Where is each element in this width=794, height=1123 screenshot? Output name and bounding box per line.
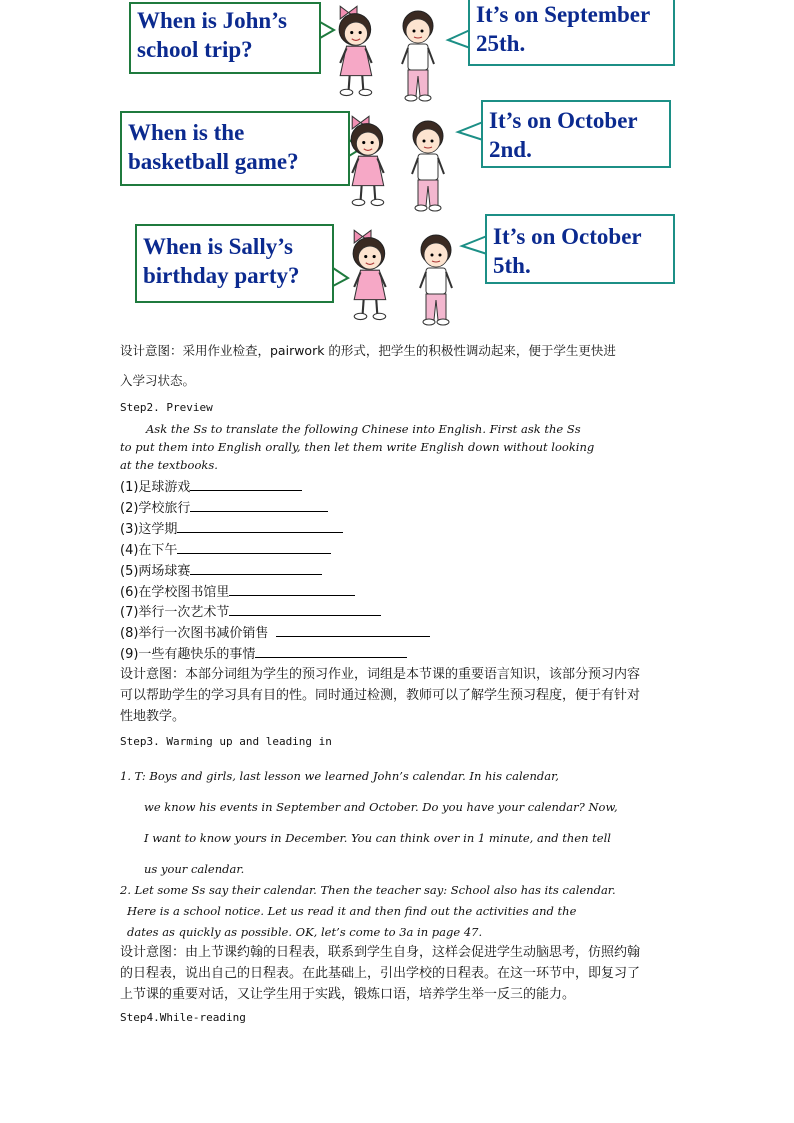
answer-blank[interactable] [229,603,381,616]
answer-blank[interactable] [190,478,302,491]
vocab-item [120,539,331,558]
girl-figure-2 [351,116,384,205]
vocab-item [120,581,355,600]
vocab-label: (6)在学校图书馆里 [120,585,230,600]
vocab-label: (4)在下午 [120,543,178,558]
vocab-label: (8)举行一次图书减价销售 [120,626,269,641]
vocab-label: (3)这学期 [120,522,178,537]
vocab-label: (9)一些有趣快乐的事情 [120,647,256,662]
step3-heading: Step3. Warming up and leading in [120,735,332,748]
answer-2-line-1: It’s on October [489,108,638,133]
boy-figure-2 [412,121,444,211]
step3-paragraph-1 [120,761,680,885]
vocab-item [120,560,322,579]
step3-paragraph-2 [120,880,680,943]
step3-p1-line-3: I want to know yours in December. You can think over in 1 minute, and then tell [144,831,611,845]
step2-instr-line-2: to put them into English orally, then let them write English down without looking [120,440,595,454]
question-bubble-2 [120,111,350,186]
step2-instructions [120,420,680,474]
question-1-line-2: school trip? [137,37,253,62]
answer-blank[interactable] [229,583,355,596]
vocab-item [120,518,343,537]
step3-p1-line-1: 1. T: Boys and girls, last lesson we learned John’s calendar. In his calendar, [120,769,559,783]
girl-figure-1 [339,6,372,95]
vocab-label: (1)足球游戏 [120,480,191,495]
answer-blank[interactable] [177,520,343,533]
step2-heading: Step2. Preview [120,401,213,414]
design-intent-2 [120,664,680,727]
vocab-label: (5)两场球赛 [120,564,191,579]
answer-2-line-2: 2nd. [489,137,532,162]
vocab-label: (7)举行一次艺术节 [120,605,230,620]
intent-3-line-2: 的日程表，说出自己的日程表。在此基础上，引出学校的日程表。在这一环节中，即复习了 [120,966,641,981]
vocab-item [120,476,302,495]
answer-blank[interactable] [177,541,331,554]
step3-p1-line-2: we know his events in September and October. Do you have your calendar? Now, [144,800,618,814]
step3-p1-line-4: us your calendar. [144,862,245,876]
answer-bubble-1 [468,0,675,66]
intent-2-line-3: 性地教学。 [120,709,186,724]
boy-figure-3 [420,235,452,325]
vocab-item [120,601,381,620]
step2-instr-line-1: Ask the Ss to translate the following Chinese into English. First ask the Ss [146,422,581,436]
intent-3-line-1: 设计意图：由上节课约翰的日程表，联系到学生自身，这样会促进学生动脑思考，仿照约翰 [120,945,641,960]
answer-3-line-1: It’s on October [493,224,642,249]
question-bubble-1 [129,2,321,74]
answer-1-line-1: It’s on September [476,2,651,27]
question-1-line-1: When is John’s [137,8,287,33]
question-2-line-1: When is the [128,120,245,145]
intent-3-line-3: 上节课的重要对话，又让学生用于实践，锻炼口语，培养学生举一反三的能力。 [120,987,576,1002]
answer-blank[interactable] [190,499,328,512]
vocab-item [120,497,328,516]
answer-bubble-3 [485,214,675,284]
question-bubble-3 [135,224,334,303]
vocab-item [120,622,430,641]
vocab-item [120,643,407,662]
answer-bubble-2 [481,100,671,168]
step4-heading: Step4.While-reading [120,1011,246,1024]
question-3-line-2: birthday party? [143,263,300,288]
step3-p2-line-1: 2. Let some Ss say their calendar. Then the teacher say: School also has its calendar. [120,883,616,897]
girl-figure-3 [353,230,386,319]
step3-p2-line-3: dates as quickly as possible. OK, let’s come to 3a in page 47. [127,925,483,939]
intent-1-line-1: 设计意图：采用作业检查，pairwork 的形式，把学生的积极性调动起来，便于学生更快进 [120,343,616,358]
design-intent-1 [120,341,720,389]
answer-3-line-2: 5th. [493,253,531,278]
answer-blank[interactable] [190,562,322,575]
question-2-line-2: basketball game? [128,149,299,174]
intent-2-line-1: 设计意图：本部分词组为学生的预习作业，词组是本节课的重要语言知识，该部分预习内容 [120,667,641,682]
question-3-line-1: When is Sally’s [143,234,293,259]
intent-1-line-2: 入学习状态。 [120,373,196,388]
boy-figure-1 [402,11,434,101]
answer-1-line-2: 25th. [476,31,526,56]
answer-blank[interactable] [276,624,430,637]
design-intent-3 [120,942,680,1005]
intent-2-line-2: 可以帮助学生的学习具有目的性。同时通过检测，教师可以了解学生预习程度，便于有针对 [120,688,641,703]
answer-blank[interactable] [255,645,407,658]
step3-p2-line-2: Here is a school notice. Let us read it and then find out the activities and the [127,904,577,918]
step2-instr-line-3: at the textbooks. [120,458,218,472]
vocab-label: (2)学校旅行 [120,501,191,516]
